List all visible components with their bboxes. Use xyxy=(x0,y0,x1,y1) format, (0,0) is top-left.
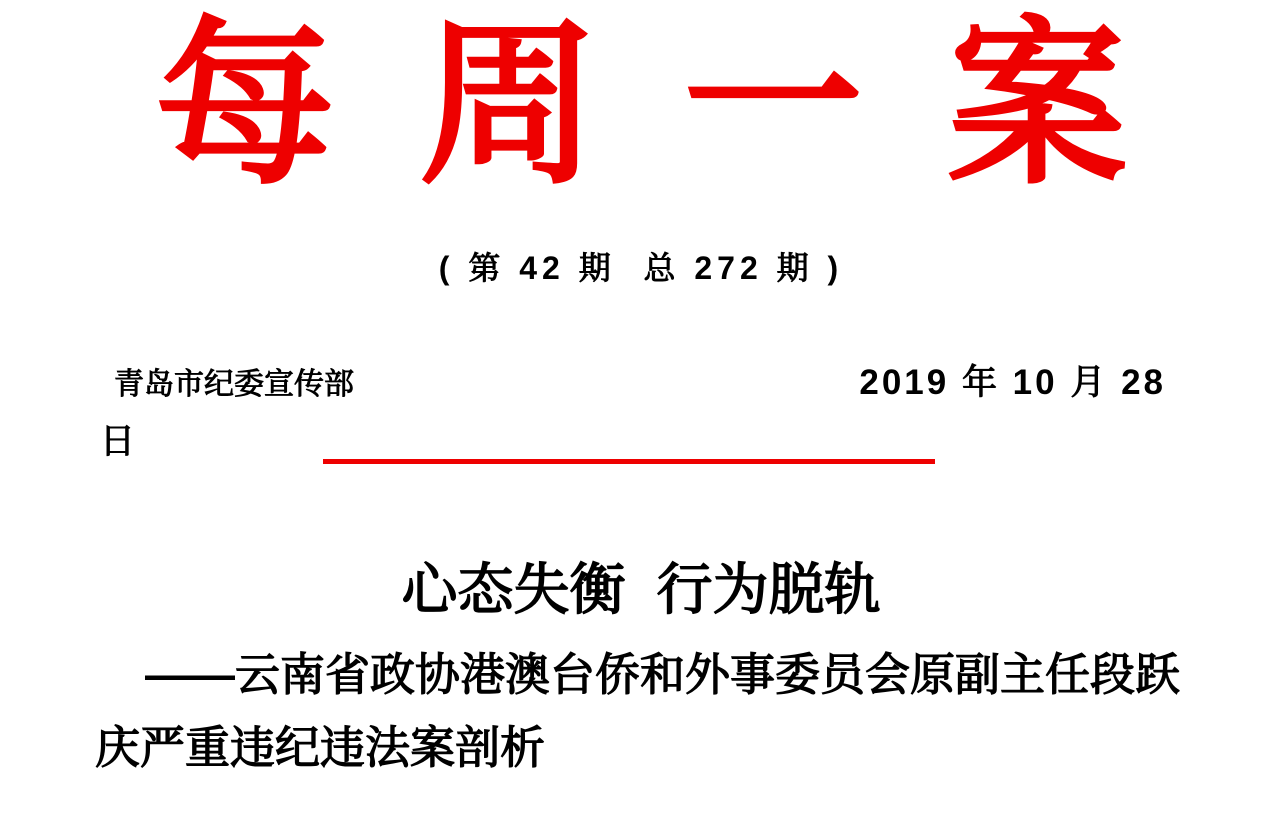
masthead-title-char-2: 周 xyxy=(418,5,599,206)
masthead-title xyxy=(0,5,1282,206)
masthead-title-char-1: 每 xyxy=(154,5,335,206)
issue-date-wrapped-char: 日 xyxy=(100,422,136,461)
issue-number-line: ( 第 42 期 总 272 期 ) xyxy=(438,250,844,286)
masthead-title-char-4: 案 xyxy=(947,5,1128,206)
byline xyxy=(100,355,1166,464)
red-divider-rule xyxy=(323,459,935,464)
masthead-title-char-3: 一 xyxy=(683,5,864,206)
issue-date: 2019 年 10 月 28 xyxy=(859,363,1166,402)
article-title: 心态失衡 行为脱轨 xyxy=(401,558,881,621)
article-subtitle-line-1: ——云南省政协港澳台侨和外事委员会原副主任段跃 xyxy=(145,649,1181,700)
department-name: 青岛市纪委宣传部 xyxy=(114,368,354,401)
article-subtitle-line-2: 庆严重违纪违法案剖析 xyxy=(95,722,546,773)
byline-row xyxy=(100,355,1166,405)
article-subtitle xyxy=(95,638,1192,784)
